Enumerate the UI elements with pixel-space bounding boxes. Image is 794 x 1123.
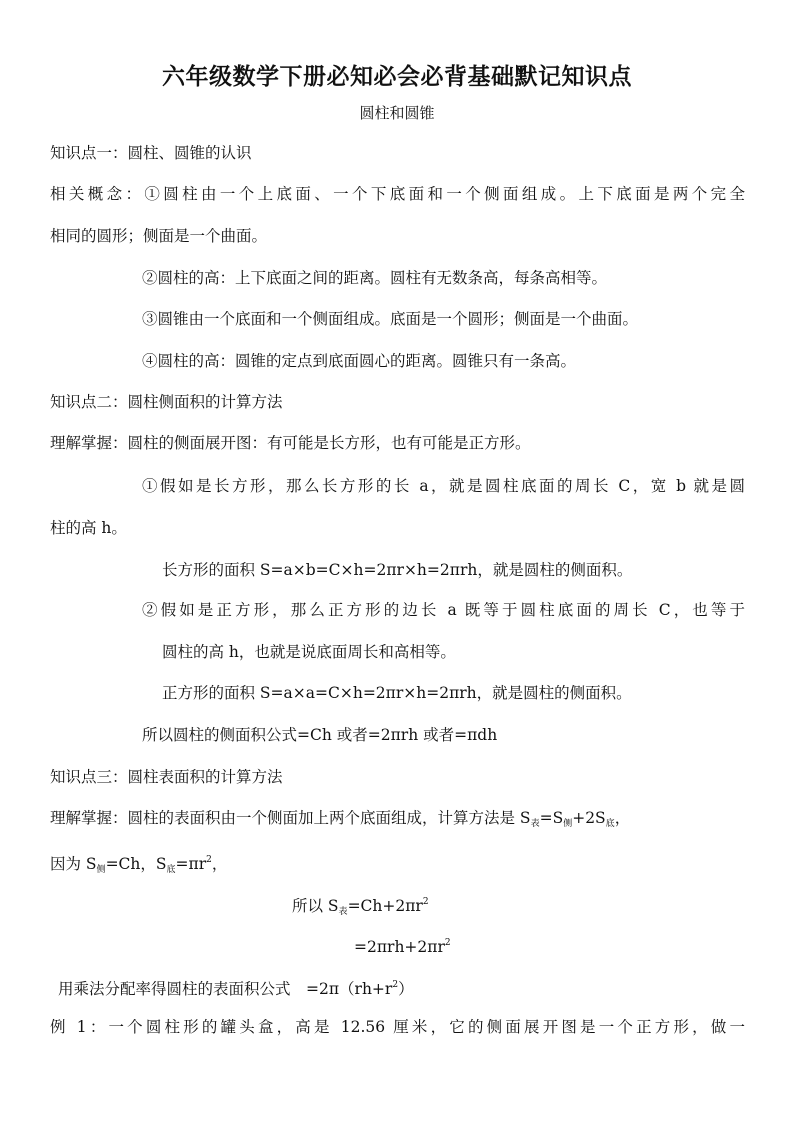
kp2-case1b: 柱的高 h。 bbox=[50, 519, 127, 537]
kp2-case1-formula: 长方形的面积 S=a×b=C×h=2πr×h=2πrh，就是圆柱的侧面积。 bbox=[162, 561, 633, 579]
kp2-heading: 知识点二：圆柱侧面积的计算方法 bbox=[50, 393, 283, 411]
kp1-concept-1a: 相关概念：①圆柱由一个上底面、一个下底面和一个侧面组成。上下底面是两个完全 bbox=[50, 185, 745, 203]
kp1-concept-1b: 相同的圆形；侧面是一个曲面。 bbox=[50, 227, 268, 245]
kp2-case1a: ①假如是长方形，那么长方形的长 a，就是圆柱底面的周长 C，宽 b 就是圆 bbox=[142, 477, 745, 495]
subscript-base: 底 bbox=[166, 865, 176, 875]
comma: ， bbox=[614, 809, 631, 827]
because-post: =πr bbox=[175, 855, 207, 873]
superscript-two: 2 bbox=[392, 980, 399, 990]
kp2-conclusion: 所以圆柱的侧面积公式=Ch 或者=2πrh 或者=πdh bbox=[142, 726, 498, 744]
document-title: 六年级数学下册必知必会必背基础默记知识点 bbox=[162, 64, 632, 90]
because-pre: 因为 S bbox=[50, 855, 97, 873]
kp3-distribution bbox=[58, 975, 414, 999]
so-pre: 所以 S bbox=[292, 897, 339, 915]
because-end: ， bbox=[211, 855, 228, 873]
kp3-eq2 bbox=[354, 933, 451, 957]
eq-mid: =S bbox=[539, 809, 564, 827]
superscript-two: 2 bbox=[444, 938, 451, 948]
kp3-understand bbox=[50, 808, 630, 834]
kp3-so bbox=[292, 892, 429, 922]
distribution-text: 用乘法分配率得圆柱的表面积公式 =2π（rh+r bbox=[58, 980, 393, 998]
kp3-understand-text: 理解掌握：圆柱的表面积由一个侧面加上两个底面组成，计算方法是 S bbox=[50, 809, 531, 827]
section-subtitle: 圆柱和圆锥 bbox=[359, 104, 435, 122]
kp2-case2a: ②假如是正方形，那么正方形的边长 a 既等于圆柱底面的周长 C，也等于 bbox=[142, 601, 745, 619]
superscript-two: 2 bbox=[422, 897, 429, 907]
subscript-side: 侧 bbox=[96, 865, 106, 875]
kp3-heading: 知识点三：圆柱表面积的计算方法 bbox=[50, 768, 283, 786]
kp2-understand: 理解掌握：圆柱的侧面展开图：有可能是长方形，也有可能是正方形。 bbox=[50, 434, 531, 452]
subscript-base: 底 bbox=[605, 819, 615, 829]
kp1-concept-3: ③圆锥由一个底面和一个侧面组成。底面是一个圆形；侧面是一个曲面。 bbox=[142, 310, 639, 328]
kp2-case2-formula: 正方形的面积 S=a×a=C×h=2πr×h=2πrh，就是圆柱的侧面积。 bbox=[162, 684, 632, 702]
example-1: 例 1：一个圆柱形的罐头盒，高是 12.56 厘米，它的侧面展开图是一个正方形，做一 bbox=[50, 1018, 745, 1036]
kp2-case2b: 圆柱的高 h，也就是说底面周长和高相等。 bbox=[162, 643, 456, 661]
superscript-two: 2 bbox=[206, 855, 212, 865]
subscript-surface: 表 bbox=[530, 819, 540, 829]
kp3-because bbox=[50, 850, 227, 880]
so-post: =Ch+2πr bbox=[347, 897, 423, 915]
kp1-concept-4: ④圆柱的高：圆锥的定点到底面圆心的距离。圆锥只有一条高。 bbox=[142, 352, 577, 370]
subscript-surface: 表 bbox=[338, 907, 348, 917]
distribution-close: ） bbox=[398, 980, 414, 998]
plus-two-s: +2S bbox=[572, 809, 606, 827]
because-mid: =Ch，S bbox=[105, 855, 167, 873]
subscript-side: 侧 bbox=[563, 819, 573, 829]
kp1-concept-2: ②圆柱的高：上下底面之间的距离。圆柱有无数条高，每条高相等。 bbox=[142, 269, 608, 287]
kp1-heading: 知识点一：圆柱、圆锥的认识 bbox=[50, 144, 252, 162]
eq2-text: =2πrh+2πr bbox=[354, 938, 445, 956]
